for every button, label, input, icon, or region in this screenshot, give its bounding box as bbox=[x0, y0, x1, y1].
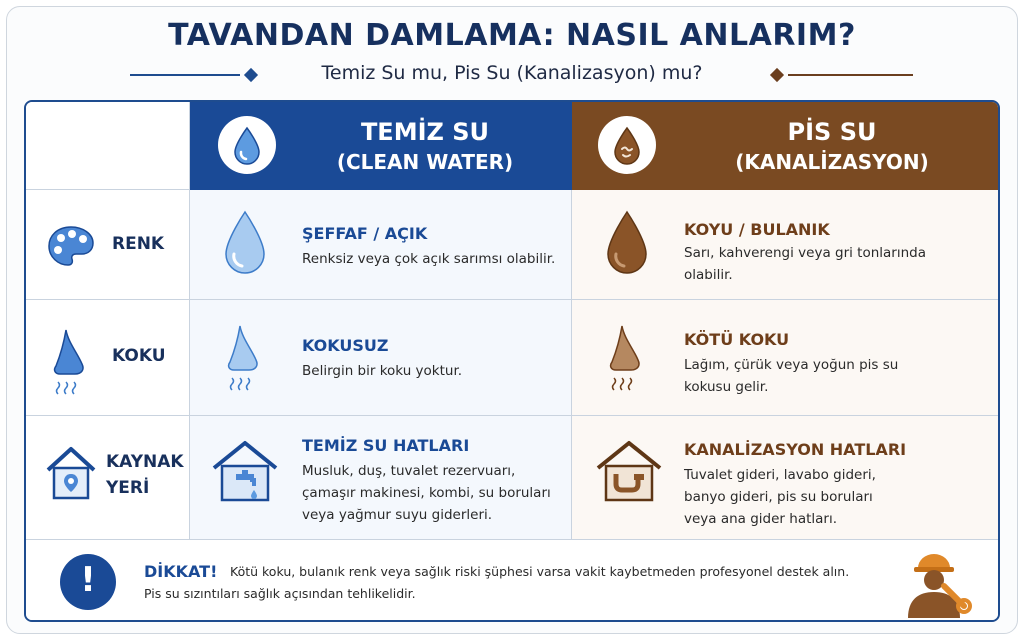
subtitle-divider-right bbox=[788, 74, 913, 76]
page-subtitle: Temiz Su mu, Pis Su (Kanalizasyon) mu? bbox=[321, 62, 703, 84]
row-color bbox=[26, 190, 1000, 300]
warning-text-2: Pis su sızıntıları sağlık açısından tehlikelidir. bbox=[144, 586, 416, 601]
murky-drop-icon bbox=[602, 208, 652, 282]
clean-color-desc: Renksiz veya çok açık sarımsı olabilir. bbox=[302, 251, 556, 267]
row-color-clean-cell bbox=[190, 190, 572, 299]
row-smell bbox=[26, 300, 1000, 416]
clean-smell-desc: Belirgin bir koku yoktur. bbox=[302, 363, 463, 379]
dirty-smell-title: KÖTÜ KOKU bbox=[684, 330, 790, 349]
clear-drop-icon bbox=[220, 208, 270, 282]
warning-text-1: Kötü koku, bulanık renk veya sağlık riski şüphesi varsa vakit kaybetmeden profesyonel destek alın. bbox=[230, 564, 850, 579]
dirty-header-line2: (KANALİZASYON) bbox=[735, 150, 929, 174]
clean-source-desc-1: Musluk, duş, tuvalet rezervuarı, bbox=[302, 463, 516, 479]
sewer-pipe-house-icon bbox=[594, 438, 664, 508]
clean-nose-icon bbox=[222, 322, 264, 400]
dirty-source-desc-3: veya ana gider hatları. bbox=[684, 511, 838, 527]
dirty-source-desc-1: Tuvalet gideri, lavabo gideri, bbox=[684, 467, 876, 483]
warning-box bbox=[26, 540, 1000, 622]
dirty-source-title: KANALİZASYON HATLARI bbox=[684, 440, 907, 459]
clean-smell-title: KOKUSUZ bbox=[302, 336, 389, 355]
faucet-house-icon bbox=[210, 438, 280, 508]
row-source bbox=[26, 416, 1000, 540]
dirty-smell-desc-2: kokusu gelir. bbox=[684, 379, 769, 395]
clean-source-desc-3: veya yağmur suyu giderleri. bbox=[302, 507, 493, 523]
clean-water-title bbox=[300, 118, 550, 174]
warning-title: DİKKAT! bbox=[144, 562, 218, 581]
row-label-source-2: YERİ bbox=[106, 478, 150, 498]
dirty-water-title bbox=[682, 118, 982, 174]
dirty-smell-desc-1: Lağım, çürük veya yoğun pis su bbox=[684, 357, 899, 373]
row-source-clean-cell bbox=[190, 416, 572, 539]
row-label-color: RENK bbox=[112, 234, 165, 254]
row-source-dirty-cell bbox=[572, 416, 1000, 539]
clean-water-header bbox=[190, 102, 572, 190]
dirty-color-desc-1: Sarı, kahverengi veya gri tonlarında bbox=[684, 245, 926, 261]
row-smell-label-cell bbox=[26, 300, 190, 415]
dirty-drop-icon bbox=[598, 116, 656, 174]
clean-header-line1: TEMİZ SU bbox=[360, 118, 490, 146]
comparison-table bbox=[24, 100, 1000, 622]
row-color-dirty-cell bbox=[572, 190, 1000, 299]
subtitle-row bbox=[0, 60, 1024, 90]
dirty-header-line1: PİS SU bbox=[787, 118, 877, 146]
dirty-water-header bbox=[572, 102, 1000, 190]
row-smell-dirty-cell bbox=[572, 300, 1000, 415]
row-label-smell: KOKU bbox=[112, 346, 166, 366]
nose-icon bbox=[48, 326, 90, 400]
clean-source-title: TEMİZ SU HATLARI bbox=[302, 436, 470, 455]
dirty-source-desc-2: banyo gideri, pis su boruları bbox=[684, 489, 873, 505]
row-source-label-cell bbox=[26, 416, 190, 539]
dirty-color-desc-2: olabilir. bbox=[684, 267, 733, 283]
clean-color-title: ŞEFFAF / AÇIK bbox=[302, 224, 428, 243]
clean-header-line2: (CLEAN WATER) bbox=[336, 150, 514, 174]
row-color-label-cell bbox=[26, 190, 190, 299]
clean-source-desc-2: çamaşır makinesi, kombi, su boruları bbox=[302, 485, 551, 501]
page-title: TAVANDAN DAMLAMA: NASIL ANLARIM? bbox=[168, 18, 856, 53]
house-location-icon bbox=[44, 444, 98, 506]
exclamation-icon: ! bbox=[60, 554, 116, 610]
header-blank-cell bbox=[26, 102, 190, 190]
plumber-worker-icon bbox=[898, 546, 974, 622]
dirty-color-title: KOYU / BULANIK bbox=[684, 220, 830, 239]
row-smell-clean-cell bbox=[190, 300, 572, 415]
row-label-source-1: KAYNAK bbox=[106, 452, 184, 472]
palette-icon bbox=[46, 224, 96, 272]
bad-smell-nose-icon bbox=[604, 322, 646, 400]
water-drop-icon bbox=[218, 116, 276, 174]
